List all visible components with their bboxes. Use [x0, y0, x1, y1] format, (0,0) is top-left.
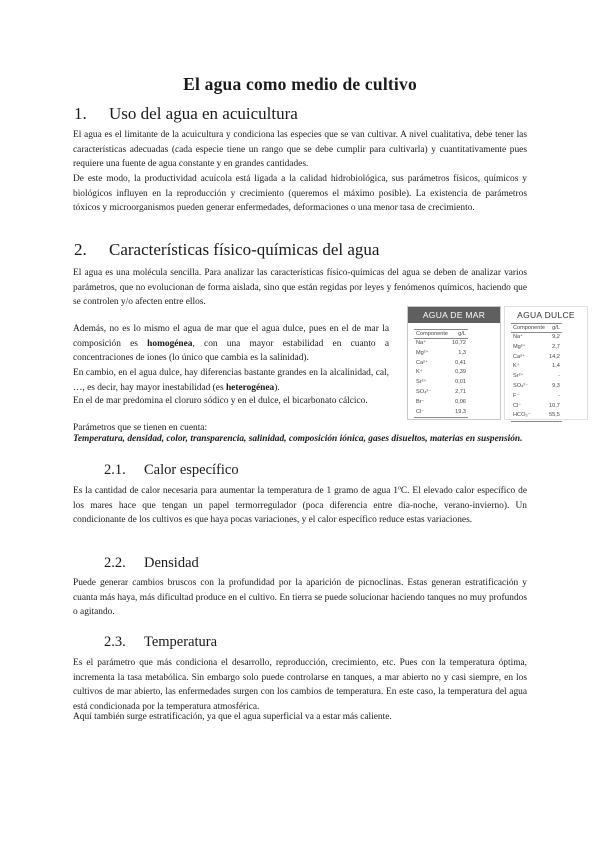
table-col-component: Componente — [416, 331, 449, 337]
table-row — [511, 372, 562, 382]
component-cell: Na⁺ — [513, 334, 524, 340]
value-cell: 9,2 — [552, 334, 560, 340]
subsection-title: Densidad — [144, 555, 199, 571]
value-cell: 1,3 — [458, 349, 467, 356]
subsection-2-3-text: Es el parámetro que más condiciona el desarrollo, reproducción, crecimiento, etc. Pues con la temperatura óptima, incrementa la tasa metabólica. Sin embargo solo puede controlarse en tanques, a mar abierto no y casi siempre, en los cultivos de mar abierto, las enfermedades surgen con los cambios de temperatura. En este caso, la temperatura del agua está condicionada por la temperatura atmosférica. — [73, 658, 527, 712]
component-cell: Cl⁻ — [513, 402, 522, 409]
document-title: El agua como medio de cultivo — [183, 74, 417, 94]
component-cell: Br⁻ — [416, 398, 425, 405]
section-2-intro: El agua es una molécula sencilla. Para analizar las características físico-químicas del agua se deben de analizar varios parámetros, que no evolucionan de forma aislada, sino que están regidas por leyes y fenómenos químicos, haciendo que se controlen y/o afecten entre ellos. — [73, 268, 527, 308]
section-title: Uso del agua en acuicultura — [109, 104, 298, 123]
table-row — [511, 353, 562, 363]
table-col-unit: g/L — [450, 330, 468, 339]
component-cell: SO₄²⁻ — [416, 388, 432, 395]
value-cell: 10,72 — [452, 340, 467, 346]
value-cell: 2,71 — [455, 388, 467, 395]
table-row — [414, 339, 468, 349]
value-cell: 19,3 — [450, 408, 468, 418]
component-cell: Sr²⁺ — [416, 379, 427, 386]
table-col-unit: g/L — [547, 324, 562, 333]
component-cell: K⁺ — [416, 369, 423, 376]
subsection-2-1-text: Es la cantidad de calor necesaria para aumentar la temperatura de 1 gramo de agua 1ºC. El elevado calor específico de los mares hace que tengan un papel termorregulador (poca diferencia entre día-noche, verano-invierno). Un condicionante de los cultivos es que haya pocas variaciones, y el calor específico reduce estas variaciones. — [73, 486, 527, 526]
section-2-heading — [74, 240, 379, 260]
table-row — [414, 408, 468, 418]
table-row — [414, 388, 468, 398]
section-title: Características físico-químicas del agua — [109, 240, 380, 259]
table-row — [414, 359, 468, 369]
subsection-title: Calor específico — [144, 462, 239, 478]
component-cell: Cl⁻ — [414, 408, 450, 418]
table-col-component: Componente — [513, 325, 546, 331]
component-cell: K⁺ — [513, 363, 520, 370]
table-row — [414, 349, 468, 359]
heterogenea-term: heterogénea — [225, 382, 275, 393]
value-cell: 0,06 — [455, 398, 467, 405]
table-row — [414, 378, 468, 388]
component-cell: Na⁺ — [416, 340, 427, 346]
section-number: 1. — [74, 104, 87, 123]
section-1-paragraph-2: De este modo, la productividad acuícola está ligada a la calidad hidrobiológica, sus parámetros físicos, químicos y biológicos influyen en la reproducción y crecimiento (queremos el máximo posible). La existencia de parámetros tóxicos y microorganismos pueden generar enfermedades, deformaciones o una menor tasa de crecimiento. — [73, 174, 527, 214]
component-cell: Ca²⁺ — [513, 353, 525, 360]
table-row — [511, 343, 562, 353]
component-cell: SO₄²⁻ — [513, 382, 529, 389]
value-cell: 0,01 — [455, 379, 467, 386]
fresh-water-table-title: AGUA DULCE — [505, 307, 587, 323]
subsection-2-3-text-2: Aquí también surge estratificación, ya que el agua superficial va a estar más caliente. — [73, 712, 392, 722]
section-1-paragraph-1: El agua es el limitante de la acuicultura y condiciona las especies que se van cultivar. A nivel cualitativa, debe tener las características adecuadas (cada especie tiene un rango que se debe cumplir para cultivarla) y cuantitativamente pues requiere una fuente de agua constante y en grandes cantidades. — [73, 130, 527, 170]
table-row — [414, 398, 468, 408]
component-cell: Mg²⁺ — [416, 349, 429, 356]
value-cell: 10,7 — [549, 402, 560, 409]
subsection-2-1-heading — [104, 462, 239, 479]
table-row — [511, 382, 562, 392]
subsection-2-3-heading — [104, 634, 217, 651]
parameters-intro: Parámetros que se tienen en cuenta: — [73, 423, 208, 433]
section-number: 2. — [74, 240, 87, 259]
component-cell: HCO₃⁻ — [511, 411, 547, 421]
value-cell: 14,2 — [549, 353, 560, 360]
section-2-compare-sea: Además, no es lo mismo el agua de mar que el agua dulce, pues en el de mar la composición es homogénea, con una mayor estabilidad en cuanto a concentraciones de iones (lo único que cambia es la salinidad). — [73, 324, 389, 364]
parameters-list: Temperatura, densidad, color, transparencia, salinidad, composición iónica, gases disueltos, materias en suspensión. — [73, 434, 523, 444]
sea-water-composition — [414, 329, 468, 418]
fresh-water-table — [504, 306, 588, 420]
value-cell: - — [558, 373, 560, 380]
component-cell: Ca²⁺ — [416, 359, 428, 366]
value-cell: 1,4 — [552, 363, 560, 370]
subsection-number: 2.3. — [104, 634, 126, 650]
table-row — [511, 333, 562, 343]
section-2-compare-fresh: En cambio, en el agua dulce, hay diferencias bastante grandes en la alcalinidad, cal, …, es decir, hay mayor inestabilidad (es heterogénea). — [73, 368, 389, 393]
value-cell: 0,39 — [455, 369, 467, 376]
subsection-number: 2.1. — [104, 462, 126, 478]
sea-water-table-title: AGUA DE MAR — [408, 307, 500, 323]
component-cell: F⁻ — [513, 392, 520, 399]
homogenea-term: homogénea — [147, 338, 193, 349]
section-1-heading — [74, 104, 298, 124]
table-row — [511, 362, 562, 372]
subsection-2-2-heading — [104, 555, 199, 572]
table-row — [511, 402, 562, 412]
sea-water-table — [407, 306, 501, 420]
value-cell: - — [558, 392, 560, 399]
subsection-number: 2.2. — [104, 555, 126, 571]
value-cell: 55,5 — [547, 411, 562, 421]
subsection-2-2-text: Puede generar cambios bruscos con la profundidad por la aparición de picnoclinas. Estas generan estratificación y cuanta más haya, más dificultad produce en el cultivo. En tierra se puede solucionar haciendo tanques no muy profundos o agitando. — [73, 578, 527, 618]
table-row — [511, 392, 562, 402]
subsection-title: Temperatura — [144, 634, 218, 650]
fresh-water-composition — [511, 323, 562, 422]
table-row — [414, 368, 468, 378]
component-cell: Mg²⁺ — [513, 343, 526, 350]
section-2-compare-salts: En el de mar predomina el cloruro sódico y en el dulce, el bicarbonato cálcico. — [73, 396, 368, 406]
value-cell: 2,7 — [552, 343, 560, 350]
component-cell: Sr²⁺ — [513, 373, 524, 380]
value-cell: 9,3 — [552, 382, 560, 389]
value-cell: 0,41 — [455, 359, 467, 366]
